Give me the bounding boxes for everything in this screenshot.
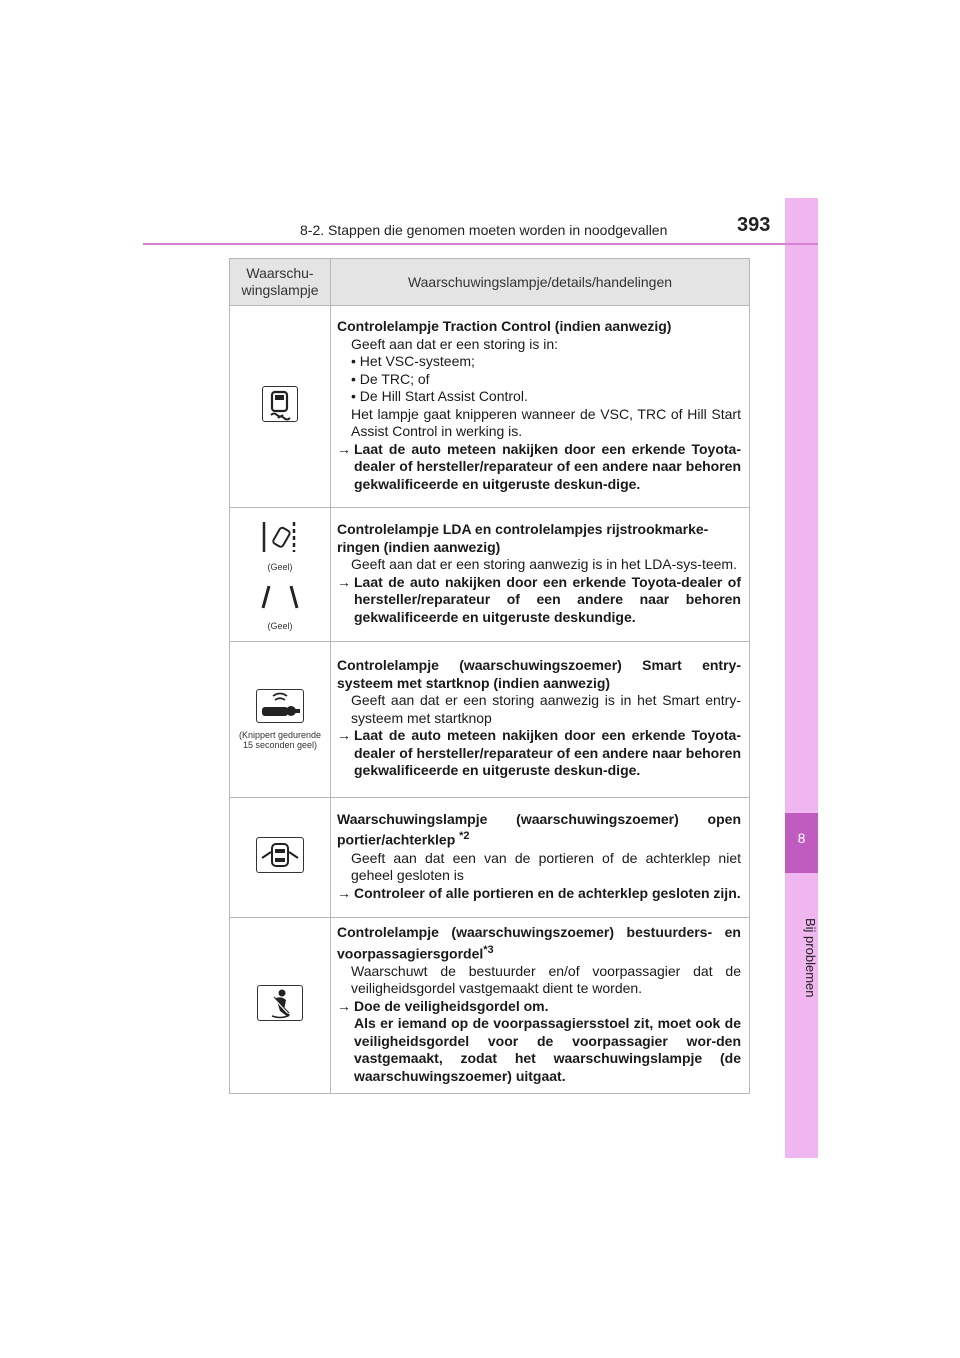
action-detail: Als er iemand op de voorpassagiersstoel zit, moet ook de veiligheidsgordel voor de voorpassagier wor-den vastgemaakt, zodat het waarschuwingslampje (de waarschuwingszoemer) uitgaat.: [354, 1015, 741, 1084]
chapter-number: 8: [797, 830, 806, 846]
icon-cell: [230, 306, 331, 508]
bullet-text: De TRC; of: [359, 370, 430, 387]
row-title: [337, 924, 741, 963]
bullet-item: • De TRC; of: [351, 370, 430, 387]
row-description: Geeft aan dat een van de portieren of de achterklep niet geheel gesloten is: [351, 849, 741, 884]
action-step: [337, 727, 741, 780]
table-row: [230, 508, 750, 642]
row-description: Het lampje gaat knipperen wanneer de VSC, TRC of Hill Start Assist Control in werking is.: [351, 405, 741, 439]
row-title: Controlelampje LDA en controlelampjes rijstrookmarke-ringen (indien aanwezig): [337, 521, 709, 555]
icon-color-label: (Knippert gedurende 15 seconden geel): [238, 730, 322, 750]
table-row: [230, 306, 750, 508]
description-cell: [331, 642, 750, 798]
action-text: Laat de auto meteen nakijken door een erkende Toyota-dealer of hersteller/reparateur of een andere naar behoren gekwalificeerde en uitgeruste deskun-dige.: [354, 727, 741, 779]
row-description: Geeft aan dat er een storing is in:: [351, 335, 559, 352]
lda-icon: [259, 519, 301, 555]
section-header: 8-2. Stappen die genomen moeten worden in noodgevallen: [300, 222, 668, 238]
header-divider: [143, 243, 818, 245]
icon-cell: [230, 918, 331, 1094]
row-description: Geeft aan dat er een storing aanwezig is in het Smart entry-systeem met startknop: [351, 692, 741, 726]
bullet-text: De Hill Start Assist Control.: [359, 388, 528, 404]
action-text: Laat de auto meteen nakijken door een erkende Toyota-dealer of hersteller/reparateur of een andere naar behoren gekwalificeerde en uitgeruste deskun-dige.: [354, 440, 741, 492]
arrow-icon: →: [337, 440, 351, 457]
col2-header: Waarschuwingslampje/details/handelingen: [331, 259, 750, 306]
chapter-title: Bij problemen: [803, 918, 818, 998]
row-description: Geeft aan dat er een storing aanwezig is in het LDA-sys-teem.: [351, 556, 737, 572]
traction-control-icon: [262, 386, 298, 422]
arrow-icon: →: [337, 997, 351, 1014]
chapter-side-tab: [785, 198, 818, 1158]
description-cell: [331, 306, 750, 508]
action-text: Doe de veiligheidsgordel om.: [354, 997, 549, 1014]
action-step: [337, 998, 741, 1016]
row-title: Controlelampje Traction Control (indien aanwezig): [337, 318, 672, 334]
row-title: Controlelampje (waarschuwingszoemer) Smart entry-systeem met startknop (indien aanwezig): [337, 657, 741, 691]
bullet-item: • De Hill Start Assist Control.: [351, 388, 528, 404]
col1-header: Waarschu- wingslampje: [230, 259, 331, 306]
table-header-row: [230, 259, 750, 306]
table-row: [230, 798, 750, 918]
footnote-marker: *2: [459, 830, 470, 843]
row-title-text: Waarschuwingslampje (waarschuwingszoemer) open portier/achterklep: [337, 810, 741, 849]
seatbelt-icon: [257, 985, 303, 1021]
action-text: Laat de auto nakijken door een erkende Toyota-dealer of hersteller/reparateur of een andere naar behoren gekwalificeerde en uitgeruste deskundige.: [354, 573, 741, 625]
lane-marking-icon: [257, 578, 303, 614]
action-step: [337, 574, 741, 627]
table-row: [230, 918, 750, 1094]
action-text: Controleer of alle portieren en de achterklep gesloten zijn.: [354, 884, 741, 901]
arrow-icon: →: [337, 727, 351, 744]
row-title: [337, 811, 741, 850]
action-step: [337, 441, 741, 494]
bullet-item: • Het VSC-systeem;: [351, 353, 475, 369]
icon-cell: [230, 642, 331, 798]
smart-entry-icon: [256, 689, 304, 723]
icon-color-label: (Geel): [267, 561, 293, 572]
icon-cell: [230, 798, 331, 918]
description-cell: [331, 508, 750, 642]
table-row: [230, 642, 750, 798]
footnote-marker: *3: [483, 943, 494, 956]
action-step: [337, 885, 741, 903]
description-cell: [331, 798, 750, 918]
bullet-text: Het VSC-systeem;: [359, 353, 475, 369]
icon-color-label: (Geel): [267, 620, 293, 631]
row-title-text: Controlelampje (waarschuwingszoemer) bestuurders- en voorpassagiersgordel: [337, 924, 741, 962]
icon-cell: [230, 508, 331, 642]
page-number: 393: [737, 214, 771, 236]
door-open-icon: [256, 837, 304, 873]
row-description: Waarschuwt de bestuurder en/of voorpassagier dat de veiligheidsgordel vastgemaakt dient te worden.: [351, 962, 741, 997]
arrow-icon: →: [337, 573, 351, 590]
warning-lights-table: [229, 258, 750, 1094]
arrow-icon: →: [337, 884, 351, 901]
description-cell: [331, 918, 750, 1094]
